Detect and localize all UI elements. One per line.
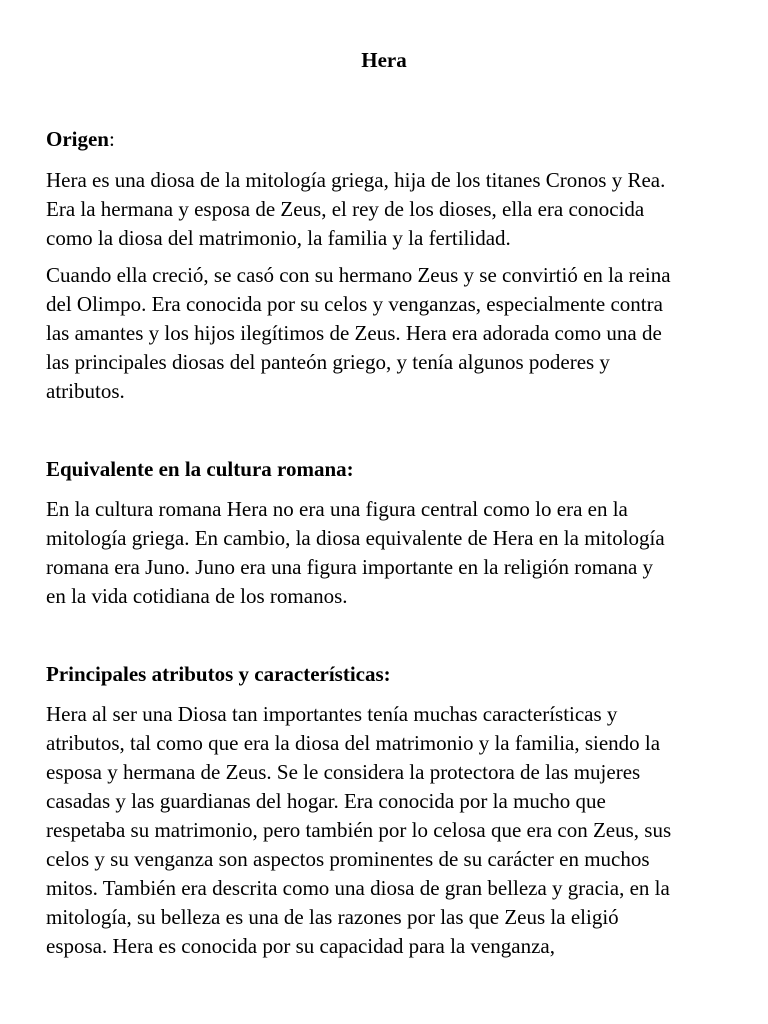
text-line: Cuando ella creció, se casó con su hermano Zeus y se convirtió en la reina <box>46 263 671 287</box>
text-line: como la diosa del matrimonio, la familia y la fertilidad. <box>46 226 511 250</box>
text-line: las amantes y los hijos ilegítimos de Zeus. Hera era adorada como una de <box>46 321 662 345</box>
text-line: respetaba su matrimonio, pero también por lo celosa que era con Zeus, sus <box>46 818 672 842</box>
section-heading-colon: : <box>109 127 115 151</box>
text-line: celos y su venganza son aspectos prominentes de su carácter en muchos <box>46 847 650 871</box>
text-line: mitología, su belleza es una de las razones por las que Zeus la eligió <box>46 905 619 929</box>
text-line: casadas y las guardianas del hogar. Era conocida por la mucho que <box>46 789 606 813</box>
document-title: Hera <box>361 48 407 72</box>
text-line: esposa. Hera es conocida por su capacidad para la venganza, <box>46 934 556 958</box>
section-heading-text: Origen <box>46 127 109 151</box>
section-heading-equivalente-romana: Equivalente en la cultura romana: <box>46 457 354 481</box>
text-line: en la vida cotidiana de los romanos. <box>46 584 348 608</box>
paragraph-equivalente-romana <box>46 495 736 611</box>
text-line: atributos. <box>46 379 125 403</box>
text-line: Era la hermana y esposa de Zeus, el rey de los dioses, ella era conocida <box>46 197 645 221</box>
section-heading-atributos: Principales atributos y características: <box>46 662 391 686</box>
text-line: mitología griega. En cambio, la diosa equivalente de Hera en la mitología <box>46 526 665 550</box>
text-line: romana era Juno. Juno era una figura importante en la religión romana y <box>46 555 654 579</box>
paragraph-atributos <box>46 700 736 961</box>
text-line: las principales diosas del panteón griego, y tenía algunos poderes y <box>46 350 610 374</box>
text-line: Hera al ser una Diosa tan importantes tenía muchas características y <box>46 702 618 726</box>
text-line: atributos, tal como que era la diosa del matrimonio y la familia, siendo la <box>46 731 661 755</box>
paragraph-origen-1 <box>46 166 736 253</box>
text-line: del Olimpo. Era conocida por su celos y venganzas, especialmente contra <box>46 292 663 316</box>
text-line: mitos. También era descrita como una diosa de gran belleza y gracia, en la <box>46 876 670 900</box>
text-line: esposa y hermana de Zeus. Se le considera la protectora de las mujeres <box>46 760 641 784</box>
section-heading-origen <box>46 125 115 154</box>
text-line: En la cultura romana Hera no era una figura central como lo era en la <box>46 497 628 521</box>
paragraph-origen-2 <box>46 261 736 406</box>
text-line: Hera es una diosa de la mitología griega, hija de los titanes Cronos y Rea. <box>46 168 666 192</box>
